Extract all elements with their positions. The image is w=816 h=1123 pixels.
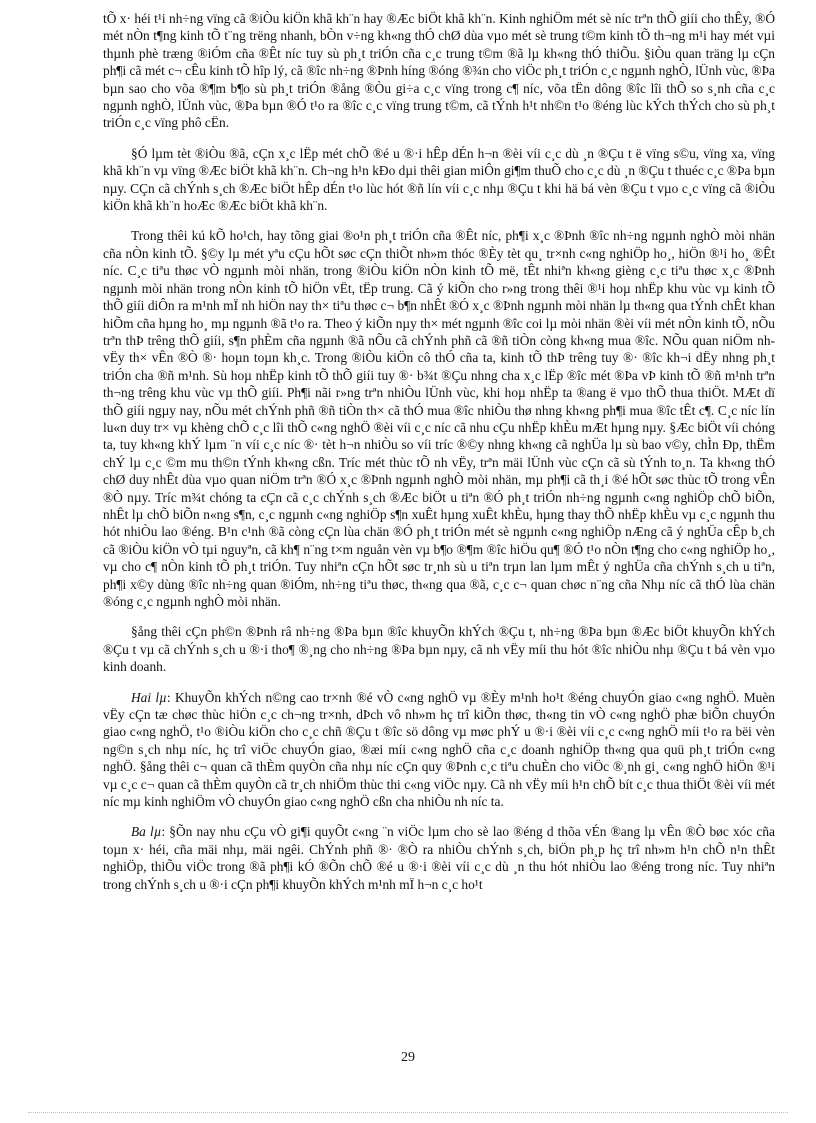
paragraph: §Ó lµm tèt ®iÒu ®ã, cÇn x¸c lËp mét chÕ ®é u ®·i hÊp dÉn h¬n ®èi víi c¸c dù ¸n ®Çu t ë vïng s©u, vïng xa, vïng khã kh¨n vµ vïng ®Æc biÖt khã kh¨n. Ch¬ng h¹n kÐo dµi thêi gian miÔn gi¶m thuÕ cho c¸c dù ¸n ®Çu t thuéc c¸c ®Þa bµn nµy. CÇn cã chÝnh s¸ch ®Æc biÖt hÊp dÉn t¹o lùc hót ®ñ lín víi c¸c nhµ ®Çu t khi hä bá vèn ®Çu t vµo c¸c vïng cã ®iÒu kiÖn khã kh¨n hoÆc ®Æc biÖt khã kh¨n. — [103, 145, 775, 214]
body-text — [103, 10, 775, 906]
page-bottom-divider — [28, 1112, 788, 1113]
page-number: 29 — [401, 1050, 415, 1065]
paragraph: Hai lµ: KhuyÕn khÝch n©ng cao tr×nh ®é vÒ c«ng nghÖ vµ ®Èy m¹nh ho¹t ®éng chuyÓn giao c«ng nghÖ. Muèn vËy cÇn tæ chøc thùc hiÖn c¸c ch¬ng tr×nh, dÞch vô nh»m hç trî kiÕn thøc, th«ng tin vÒ c«ng nghÖ phæ biÕn chuyÓn giao c«ng nghÖ, t¹o ®iÒu kiÖn cho c¸c chñ ®Çu t ®îc sö dông vµ møc phÝ u ®·i ®èi víi c¸c c«ng nghÖ míi t¹o ra bëi vèn ng©n s¸ch nhµ níc, hç trî viÖc chuyÓn giao, ®æi míi c«ng nghÖ cña c¸c doanh nghiÖp th«ng qua quü ph¸t triÓn c«ng nghÖ. §ång thêi c¬ quan cã thÈm quyÒn cña nhµ níc cÇn quy ®Þnh c¸c tiªu chuÈn cho viÖc ®¸nh gi¸ c«ng nghÖ hiÖn ®¹i vµ c¸c c¬ quan cã thÈm quyÒn cã tr¸ch nhiÖm thùc thi c«ng viÖc nµy. Cã nh vËy míi h¹n chÕ bít c¸c thua thiÖt ®èi víi mét níc mµ kinh nghiÖm vÒ chuyÓn giao c«ng nghÖ cßn cha nhiÒu nh níc ta. — [103, 689, 775, 810]
paragraph: Trong thêi kú kÕ ho¹ch, hay tõng giai ®o¹n ph¸t triÓn cña ®Êt níc, ph¶i x¸c ®Þnh ®îc nh÷ng ngµnh nghÒ mòi nhän cña nÒn kinh tÕ. §©y lµ mét yªu cÇu hÕt søc cÇn thiÕt nh»m thóc ®Èy tèt qu¸ tr×nh c«ng nghiÖp ho¸, hiÖn ®¹i ho¸ ®Êt níc. C¸c tiªu thøc vÒ ngµnh mòi nhän, trong ®iÒu kiÖn nÒn kinh tÕ më, tÊt nhiªn kh«ng gièng c¸c tiªu thøc x¸c ®Þnh ngµnh mòi nhän trong nÒn kinh tÕ hiÖn vËt, tËp trung. Cã ý kiÕn cho r»ng trong thêi ®¹i hoµ nhËp khu vùc vµ kinh tÕ thÕ giíi diÔn ra m¹nh mÏ nh hiÖn nay th× tiªu thøc c¬ b¶n nhÊt ®Ó x¸c ®Þnh ngµnh mòi nhän lµ th«ng qua tÝnh chÊt khan hiÕm cña hµng ho¸ mµ ngµnh ®ã t¹o ra. Theo ý kiÕn nµy th× mét ngµnh ®îc coi lµ mòi nhän ®èi víi mét nÒn kinh tÕ, nÕu trªn thÞ trêng thÕ giíi, s¶n phÈm cña ngµnh ®ã nÕu cã chÝnh phñ cã ®ñ tiÒn còng kh«ng mua ®îc. NÕu quan niÖm nh vËy th× vÊn ®Ò ®· hoµn toµn kh¸c. Trong ®iÒu kiÖn cô thÓ cña ta, kinh tÕ thÞ trêng tuy ®· ®îc kh¬i dËy nhng ph¸t triÓn cha ®ñ m¹nh. Sù hoµ nhËp kinh tÕ thÕ giíi tuy ®· b¾t ®Çu nhng cha x¸c lËp ®îc mét ®Þa vÞ kinh tÕ ®ñ m¹nh trªn th¬ng trêng khu vùc vµ thÕ giíi. Ph¶i nãi r»ng trªn nhiÒu lÜnh vùc, khi hoµ nhËp ta ®ang ë vµo thÕ thua thiÖt. MÆt dï thÕ giíi ngµy nay, nÕu mét chÝnh phñ ®ñ tiÒn th× cã thÓ mua ®îc nhiÒu thø nhng kh«ng ph¶i mua ®îc tÊt c¶. C¸c níc lín lu«n duy tr× vµ khèng chÕ c¸c lîi thÕ c«ng nghÖ ®èi víi c¸c níc cã nhu cÇu nhËp khÈu mÆt hµng nµy. §Æc biÖt víi chóng ta, tuy kh«ng khÝ lµm ¨n víi c¸c níc ®· tèt h¬n nhiÒu so víi tríc ®©y nhng kh«ng cã nghÜa lµ sù bao v©y, chÌn Ðp, thËm chÝ lµ c¸c ©m mu th©n tÝnh kh«ng cßn. Tríc mét thùc tÕ nh vËy, trªn mäi lÜnh vùc cÇn cã sù tÝnh to¸n. Ta kh«ng thÓ chØ duy nhÊt dùa vµo quan niÖm trªn ®Ó x¸c ®Þnh ngµnh nghÒ mòi nhän, mµ ph¶i cã th¸i ®é hÕt søc thùc tÕ trong vÊn ®Ò nµy. Tríc m¾t chóng ta cÇn cã c¸c chÝnh s¸ch ®Æc biÖt u tiªn ®Ó ph¸t triÓn nh÷ng ngµnh c«ng nghiÖp chÕ biÕn, nhÊt lµ chÕ biÕn n«ng s¶n, c¸c ngµnh c«ng nghiÖp s¶n xuÊt hµng xuÊt khÈu, hµng thay thÕ nhËp khÈu vµ c¸c ngµnh thu hót nhiÒu lao ®éng. B¹n c¹nh ®ã còng cÇn lùa chän ®Ó ph¸t triÓn mét sè ngµnh c«ng nghiÖp nÆng cã ý nghÜa cÊp b¸ch cã ®iÒu kiÖn vÒ tµi nguyªn, cã kh¶ n¨ng t×m nguån vèn vµ b¶o ®¶m ®îc hiÖu qu¶ ®Ó t¹o nÒn t¶ng cho c«ng nghiÖp ho¸, vµ cho c¶ nÒn kinh tÕ ph¸t triÓn. Tuy nhiªn cÇn hÕt søc tr¸nh sù u tiªn trµn lan lµm mÊt ý nghÜa cña chÝnh s¸ch u tiªn, ph¶i x©y dùng ®îc nh÷ng quan ®iÓm, nh÷ng tiªu thøc, th«ng qua ®ã, c¸c c¬ quan chøc n¨ng cña Nhµ níc cã thÓ lùa chän ®óng c¸c ngµnh nghÒ mòi nhän. — [103, 228, 775, 609]
paragraph: Ba lµ: §Õn nay nhu cÇu vÒ gi¶i quyÕt c«ng ¨n viÖc lµm cho sè lao ®éng d thõa vÉn ®ang lµ vÊn ®Ò bøc xóc cña toµn x· héi, cña mäi nhµ, mäi ngêi. ChÝnh phñ ®· ®Ò ra nhiÒu chÝnh s¸ch, biÖn ph¸p hç trî nh»m h¹n chÕ n¹n thÊt nghiÖp, thiÕu viÖc trong ®ã ph¶i kÓ ®Õn chÕ ®é u ®·i ®èi víi c¸c dù ¸n thu hót nhiÒu lao ®éng trong níc. Tuy nhiªn trong chÝnh s¸ch u ®·i cÇn ph¶i khuyÕn khÝch m¹nh mÏ h¬n c¸c ho¹t — [103, 824, 775, 892]
section-lead-in: Ba lµ — [131, 824, 162, 840]
paragraph: tÕ x· héi t¹i nh÷ng vïng cã ®iÒu kiÖn khã kh¨n hay ®Æc biÖt khã kh¨n. Kinh nghiÖm mét sè níc trªn thÕ giíi cho thÊy, ®Ó mét nÒn t¶ng kinh tÕ t¨ng trëng nhanh, bÒn v÷ng kh«ng thÓ chØ dùa vµo mét sè trung t©m kinh tÕ th¬ng m¹i hay mét vµi thµnh phè træng ®iÓm cña ®Êt níc tuy sù ph¸t triÓn cña c¸c trung t©m ®ã lµ kh«ng thÓ thiÕu. §iÒu quan träng lµ cÇn ph¶i cã mét c¬ cÊu kinh tÕ hîp lý, cã ®îc nh÷ng ®Þnh híng ®óng ®¾n cho viÖc ph¸t triÓn c¸c ngµnh nghÒ, lÜnh vùc, ®Þa bµn sao cho võa ®¶m b¶o sù ph¸t triÓn ®ång ®Òu gi÷a c¸c vïng trong c¶ níc, võa tËn dông ®îc lîi thÕ so s¸nh cña c¸c ngµnh nghÒ, lÜnh vùc, ®Þa bµn ®Ó t¹o ra ®îc c¸c vïng trung t©m, cã tÝnh h¹t nh©n t¹o ®éng lùc kÝch thÝch cho sù ph¸t triÓn c¸c vïng phô cËn. — [103, 11, 775, 131]
section-lead-in: Hai lµ — [131, 689, 167, 705]
paragraph: §ång thêi cÇn ph©n ®Þnh râ nh÷ng ®Þa bµn ®îc khuyÕn khÝch ®Çu t, nh÷ng ®Þa bµn ®Æc biÖt khuyÕn khÝch ®Çu t vµ cã chÝnh s¸ch u ®·i tho¶ ®¸ng cho nh÷ng ®Þa bµn nµy, cã nh vËy míi thu hót ®îc nhiÒu nhµ ®Çu t bá vèn vµo kinh doanh. — [103, 624, 775, 675]
